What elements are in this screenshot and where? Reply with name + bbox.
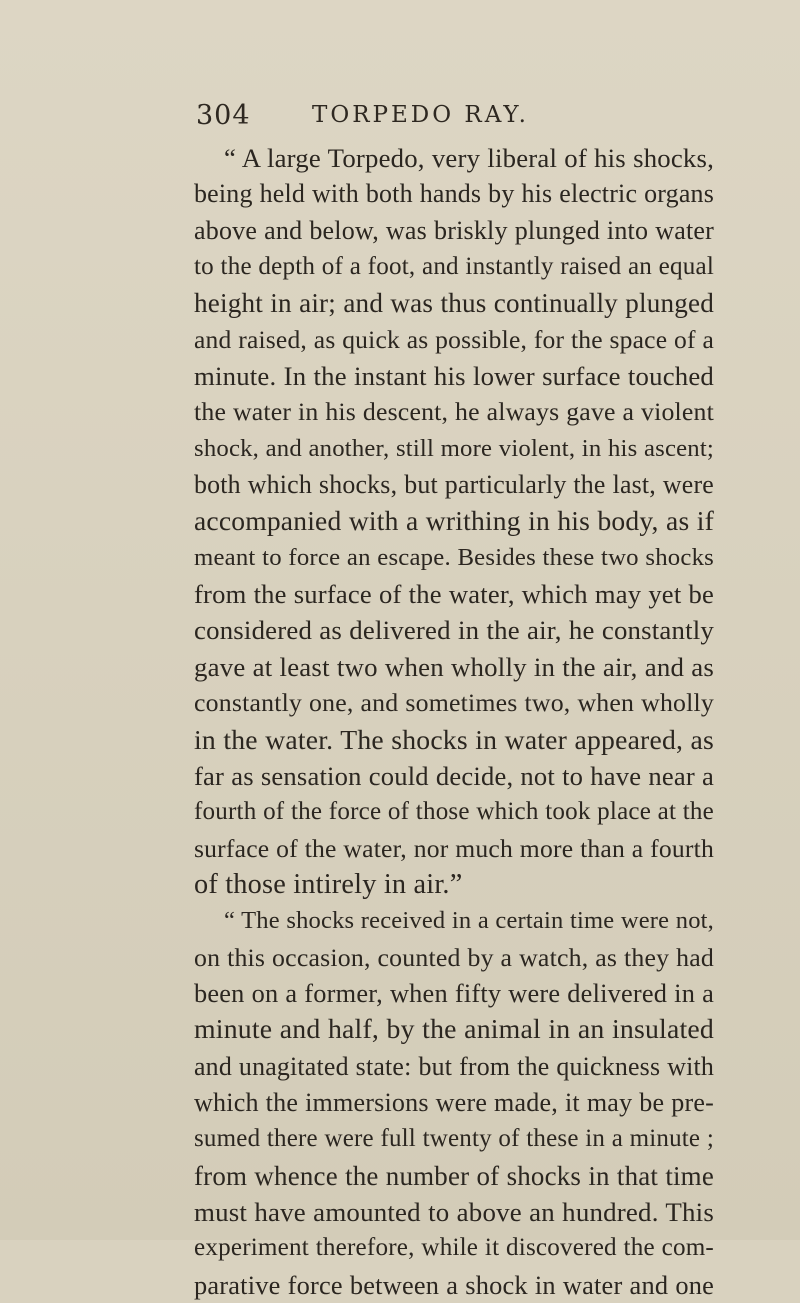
text-line: surface of the water, nor much more than a fourth xyxy=(194,833,714,863)
text-line: minute and half, by the animal in an insulated xyxy=(194,1014,714,1046)
running-title: TORPEDO RAY. xyxy=(312,102,529,128)
text-line: experiment therefore, while it discovered the com- xyxy=(194,1234,714,1262)
text-line: minute. In the instant his lower surface touched xyxy=(194,361,714,392)
text-line: parative force between a shock in water and one xyxy=(194,1269,714,1300)
text-line: above and below, was briskly plunged into water xyxy=(194,215,714,245)
text-line: constantly one, and sometimes two, when wholly xyxy=(194,688,714,718)
text-line: in the water. The shocks in water appeared, as xyxy=(194,723,714,755)
text-line: sumed there were full twenty of these in a minute ; xyxy=(194,1125,714,1153)
text-line: meant to force an escape. Besides these two shocks xyxy=(194,543,714,571)
text-line: considered as delivered in the air, he constantly xyxy=(194,615,714,646)
text-line: and raised, as quick as possible, for the space of a xyxy=(194,324,714,354)
text-line: fourth of the force of those which took place at the xyxy=(194,798,714,826)
body-text xyxy=(194,140,714,1303)
text-line: both which shocks, but particularly the last, were xyxy=(194,470,714,500)
text-line: which the immersions were made, it may be pre- xyxy=(194,1087,714,1117)
page-number: 304 xyxy=(196,100,251,131)
text-line: must have amounted to above an hundred. This xyxy=(194,1196,714,1227)
text-line: height in air; and was thus continually plunged xyxy=(194,288,714,319)
text-line: accompanied with a writhing in his body, as if xyxy=(194,505,714,537)
text-line: been on a former, when fifty were delivered in a xyxy=(194,978,714,1008)
text-line: far as sensation could decide, not to have near a xyxy=(194,760,714,791)
text-line: from whence the number of shocks in that time xyxy=(194,1160,714,1191)
page-header xyxy=(196,100,716,140)
text-line: on this occasion, counted by a watch, as they had xyxy=(194,942,714,972)
text-line: “ A large Torpedo, very liberal of his shocks, xyxy=(224,143,714,173)
text-line: the water in his descent, he always gave a violent xyxy=(194,397,714,427)
text-line: from the surface of the water, which may yet be xyxy=(194,579,714,610)
text-line: gave at least two when wholly in the air, and as xyxy=(194,651,714,682)
text-line: being held with both hands by his electric organs xyxy=(194,179,714,209)
text-line: “ The shocks received in a certain time were not, xyxy=(224,907,714,935)
text-line: to the depth of a foot, and instantly raised an equal xyxy=(194,253,714,281)
paragraph-1 xyxy=(194,140,714,903)
text-line: of those intirely in air.” xyxy=(194,868,463,900)
text-line: and unagitated state: but from the quickness with xyxy=(194,1051,714,1081)
text-line: shock, and another, still more violent, in his ascent; xyxy=(194,434,714,462)
paragraph-2 xyxy=(194,903,714,1303)
